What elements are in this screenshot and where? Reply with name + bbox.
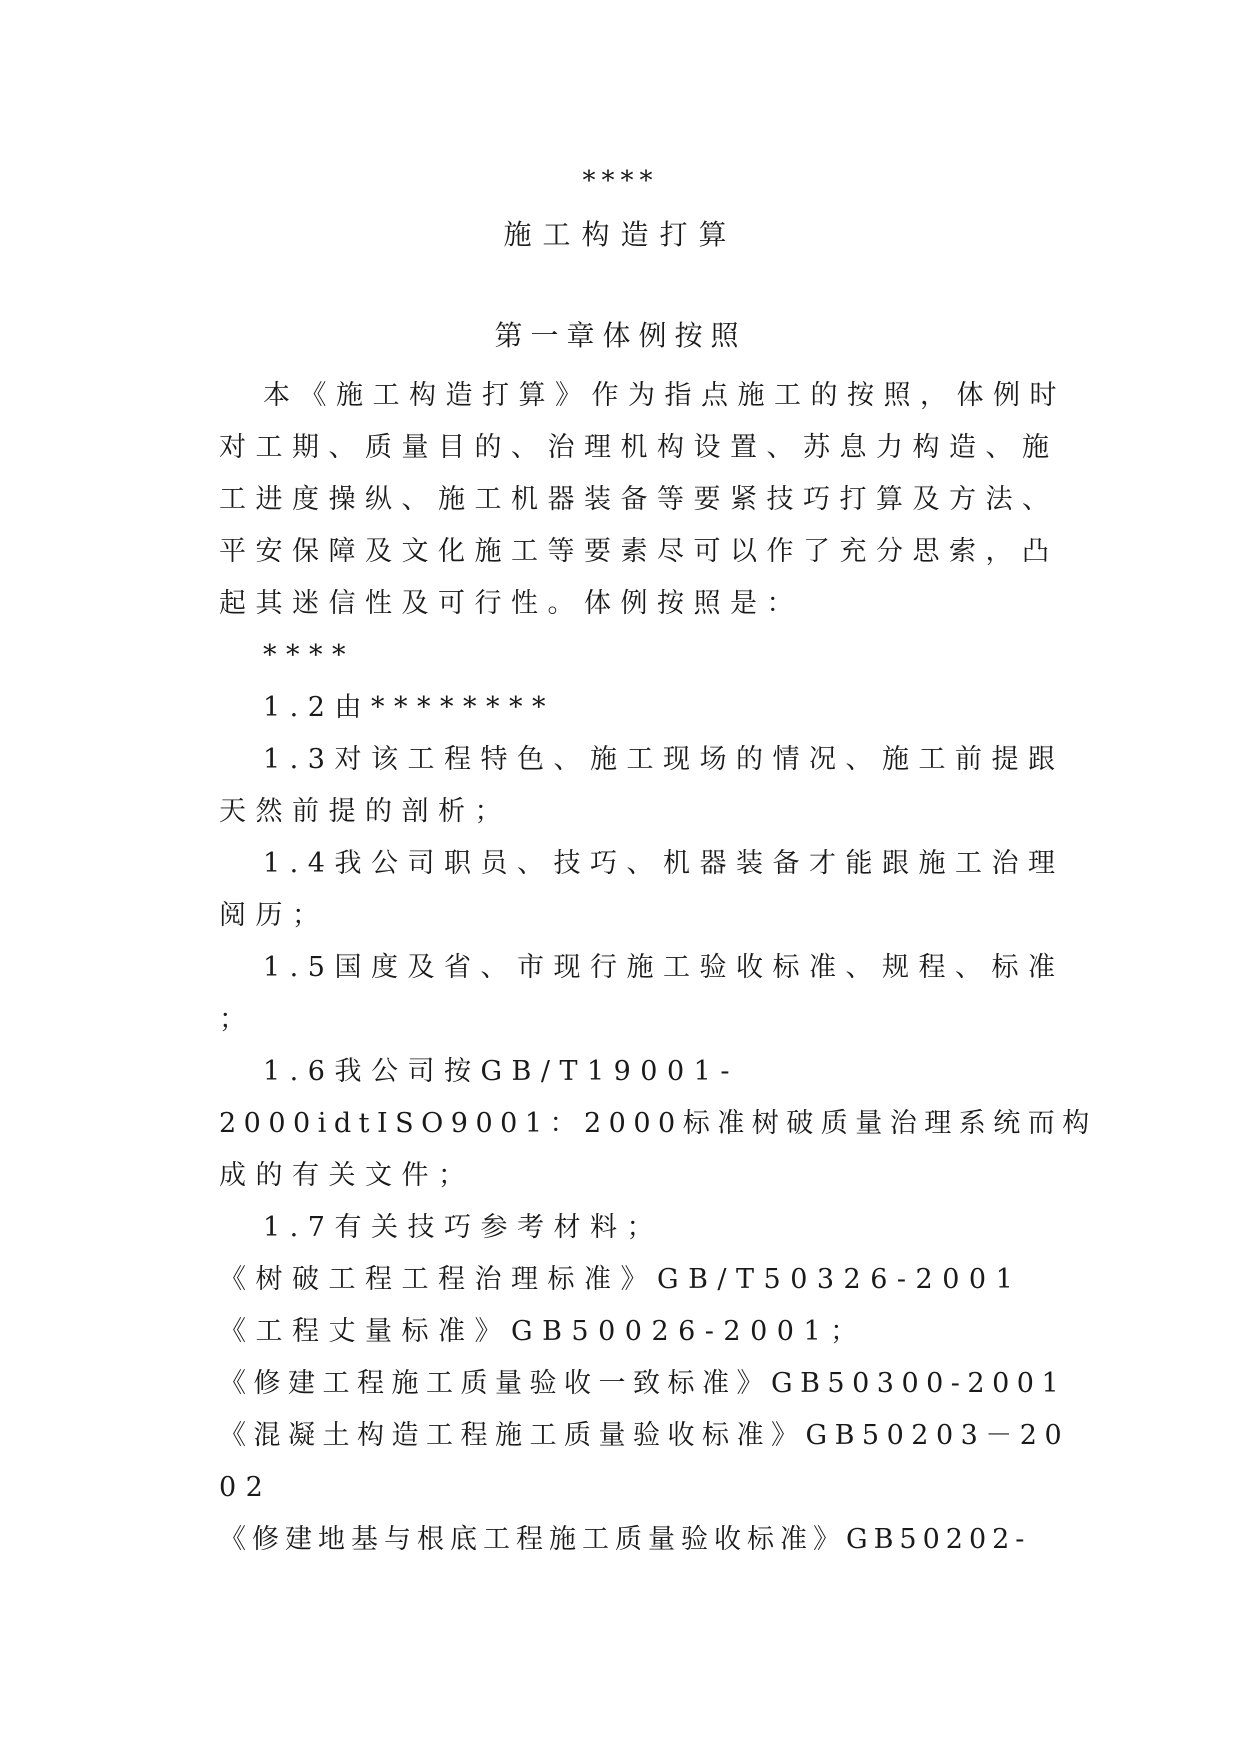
document-title: 施工构造打算 [503, 218, 738, 251]
body-line: 1.6我公司按GB/T19001- [263, 1056, 739, 1087]
body-line: 对工期、质量目的、治理机构设置、苏息力构造、施 [219, 432, 1059, 463]
body-line: 2000idtISO9001：2000标准树破质量治理系统而构 [219, 1108, 1097, 1139]
chapter-heading: 第一章体例按照 [494, 319, 747, 352]
body-line: 1.4我公司职员、技巧、机器装备才能跟施工治理 [263, 848, 1065, 879]
body-line: 1.3对该工程特色、施工现场的情况、施工前提跟 [263, 744, 1065, 775]
body-line: **** [263, 640, 355, 671]
body-line: 1.2由******** [263, 692, 555, 723]
body-text [219, 370, 1099, 1566]
body-line: 起其迷信性及可行性。体例按照是： [219, 588, 803, 619]
body-line: 天然前提的剖析； [219, 796, 511, 827]
body-line: 《树破工程工程治理标准》GB/T50326-2001 [219, 1264, 1023, 1295]
top-marker: **** [582, 166, 659, 196]
body-line: ； [219, 1004, 256, 1035]
body-line: 1.5国度及省、市现行施工验收标准、规程、标准 [263, 952, 1065, 983]
body-line: 《混凝土构造工程施工质量验收标准》GB50203－20 [219, 1420, 1070, 1451]
body-line: 《修建地基与根底工程施工质量验收标准》GB50202- [219, 1524, 1031, 1555]
body-line: 02 [219, 1472, 273, 1503]
body-line: 成的有关文件； [219, 1160, 475, 1191]
body-line: 1.7有关技巧参考材料； [263, 1212, 663, 1243]
body-line: 本《施工构造打算》作为指点施工的按照，体例时 [263, 380, 1066, 411]
body-line: 工进度操纵、施工机器装备等要紧技巧打算及方法、 [219, 484, 1059, 515]
body-line: 平安保障及文化施工等要素尽可以作了充分思索，凸 [219, 536, 1059, 567]
body-line: 阅历； [219, 900, 329, 931]
body-line: 《修建工程施工质量验收一致标准》GB50300-2001 [219, 1368, 1067, 1399]
body-line: 《工程丈量标准》GB50026-2001； [219, 1316, 867, 1347]
